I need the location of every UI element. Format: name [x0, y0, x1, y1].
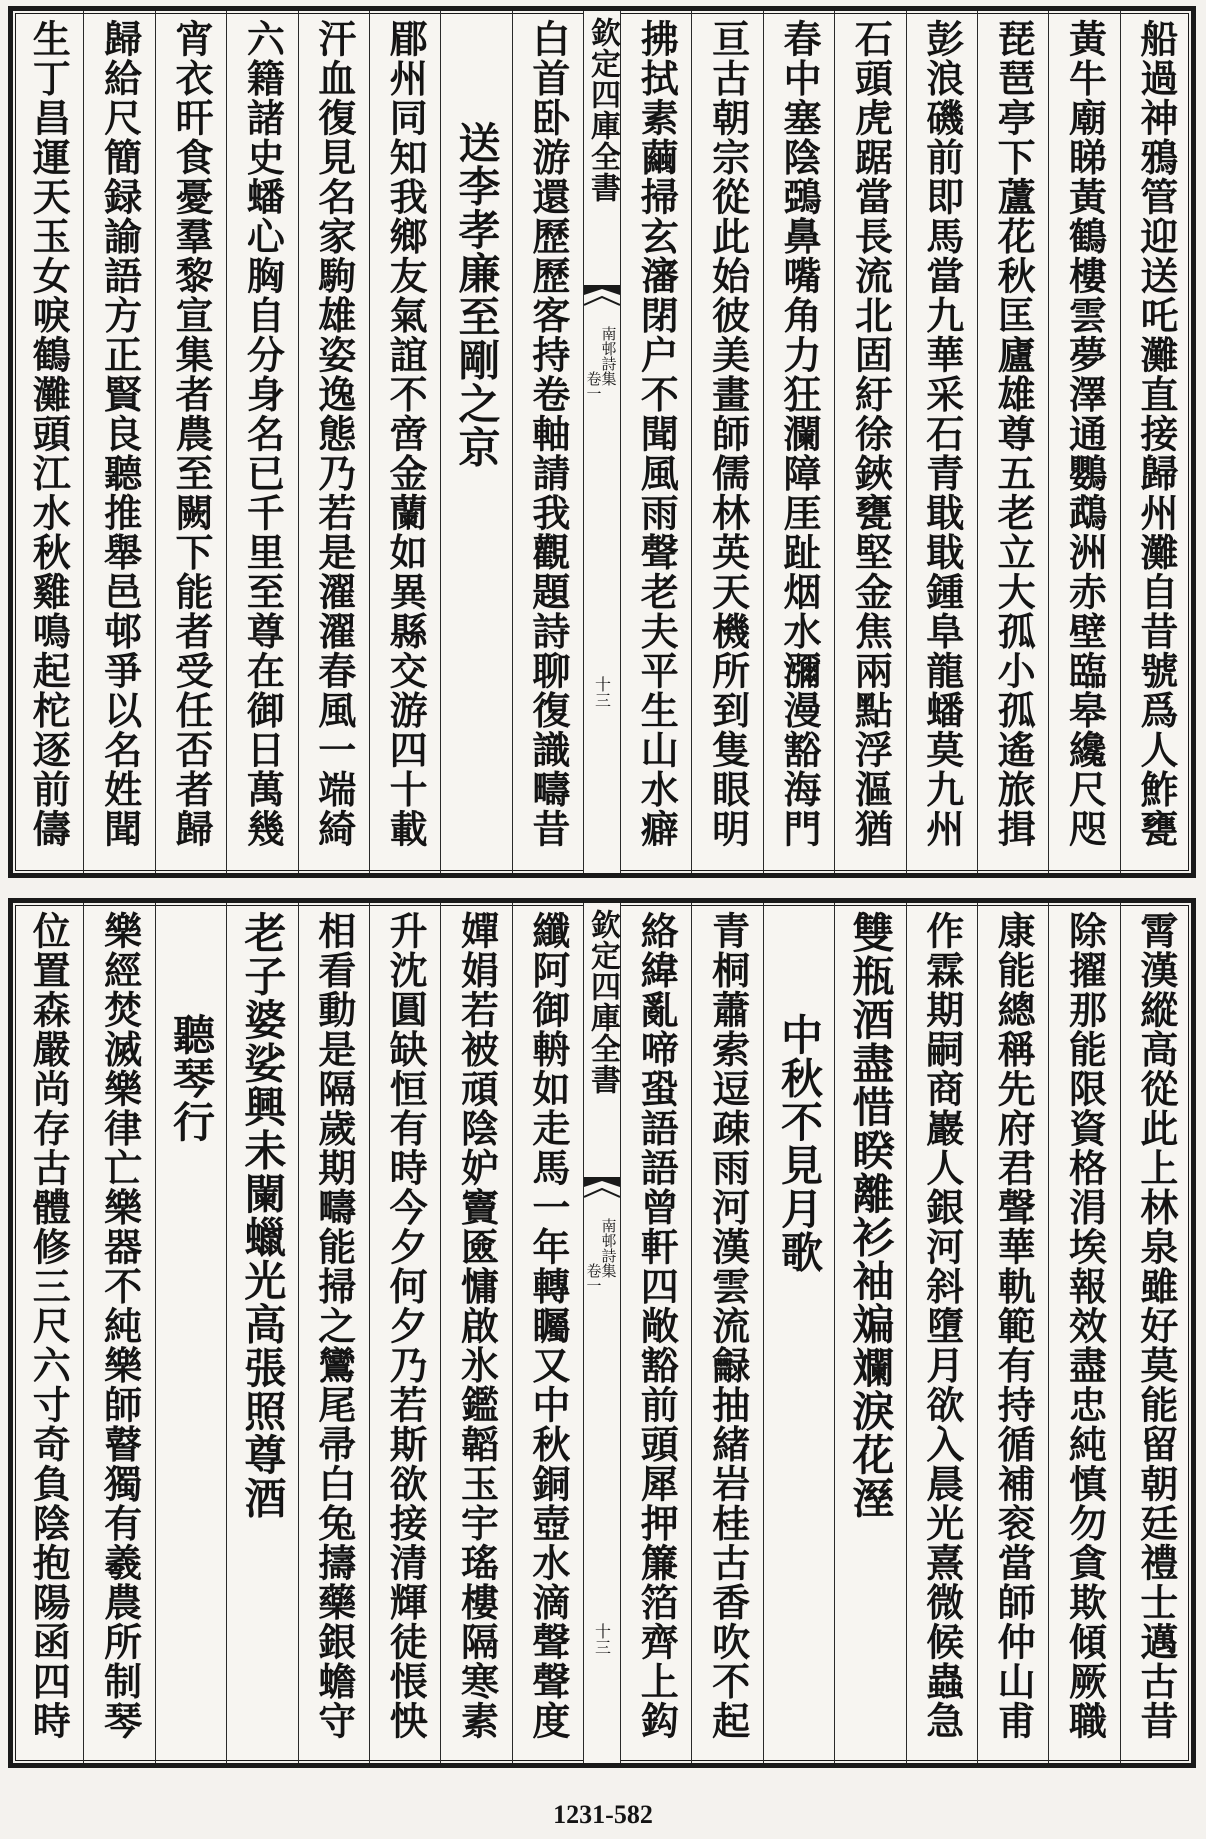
text-column: 郿州同知我鄉友氣誼不啻金蘭如異縣交游四十載 — [383, 19, 429, 849]
bottom-column-13 — [227, 903, 298, 1763]
collection-title: 南邨詩集 — [599, 1218, 618, 1278]
bottom-column-12 — [299, 903, 370, 1763]
bottom-column-5 — [835, 903, 906, 1763]
text-column: 樂經焚滅樂律亡樂器不純樂師瞽獨有羲農所制琴 — [97, 911, 143, 1741]
text-column: 黃牛廟睇黃鶴樓雲夢澤通鸚鵡洲赤壁臨皋纔尺咫 — [1062, 19, 1108, 849]
bottom-column-11 — [370, 903, 441, 1763]
bottom-column-9 — [513, 903, 584, 1763]
bottom-column-1 — [1121, 903, 1191, 1763]
text-column: 作霖期嗣商巖人銀河斜墮月欲入晨光熹微候蟲急 — [919, 911, 965, 1741]
top-column-8 — [621, 11, 692, 873]
text-column: 康能總稱先府君聲華軌範有持循補衮當師仲山甫 — [991, 911, 1037, 1741]
text-column: 船過神鴉管迎送吒灘直接歸州灘自昔號爲人鮓甕 — [1133, 19, 1179, 849]
bottom-column-15 — [84, 903, 155, 1763]
top-column-7 — [692, 11, 763, 873]
book-title: 欽定四庫全書 — [585, 17, 620, 203]
text-column: 白首卧游還歷歷客持卷軸請我觀題詩聊復識疇昔 — [525, 19, 571, 849]
page-number: 十三 — [592, 676, 612, 708]
top-column-12 — [299, 11, 370, 873]
text-column: 歸給尺簡録諭語方正賢良聽推舉邑邨爭以名姓聞 — [97, 19, 143, 849]
text-column: 位置森嚴尚存古體修三尺六寸奇負陰抱陽函四時 — [26, 911, 72, 1741]
volume-label: 卷一 — [584, 1263, 603, 1293]
top-column-10 — [441, 11, 512, 873]
poem-title: 送李孝廉至剛之京 — [452, 121, 502, 469]
text-column: 除擢那能限資格涓埃報效盡忠純慎勿貪欺傾厥職 — [1062, 911, 1108, 1741]
collection-title: 南邨詩集 — [599, 326, 618, 386]
text-column: 石頭虎踞當長流北固紆徐鋏甕堅金焦兩點浮漚猶 — [848, 19, 894, 849]
text-column: 琵琶亭下蘆花秋匡廬雄尊五老立大孤小孤遙旅揖 — [991, 19, 1037, 849]
text-column: 嬋娟若被頑陰妒竇匳慵啟氷鑑韜玉宇瑤樓隔寒素 — [454, 911, 500, 1741]
bottom-column-8 — [621, 903, 692, 1763]
top-column-6 — [764, 11, 835, 873]
text-column: 雙瓶酒盡惜睽離衫袖斒斕淚花溼 — [846, 911, 896, 1520]
text-column: 生丁昌運天玉女唳鶴灘頭江水秋雞鳴起柁逐前儔 — [26, 19, 72, 849]
top-column-5 — [835, 11, 906, 873]
top-column-4 — [907, 11, 978, 873]
bottom-column-2 — [1049, 903, 1120, 1763]
bottom-column-14 — [156, 903, 227, 1763]
text-column: 升沈圓缺恒有時今夕何夕乃若斯欲接清輝徒悵怏 — [383, 911, 429, 1741]
bottom-column-4 — [907, 903, 978, 1763]
catalog-code: 1231-582 — [553, 1800, 653, 1829]
bottom-column-6 — [764, 903, 835, 1763]
text-column: 青桐蕭索逗疎雨河漢雲流龣抽緒岩桂古香吹不起 — [705, 911, 751, 1741]
poem-title: 聽琴行 — [166, 1013, 216, 1144]
text-column: 宵衣旰食憂羣黎宣集者農至闕下能者受任否者歸 — [168, 19, 214, 849]
book-title: 欽定四庫全書 — [585, 909, 620, 1095]
top-column-11 — [370, 11, 441, 873]
top-column-16 — [13, 11, 84, 873]
text-column: 纖阿御輈如走馬一年轉矚又中秋銅壺水滴聲聲度 — [525, 911, 571, 1741]
text-column: 拂拭素繭掃玄瀋閉户不聞風雨聲老夫平生山水癖 — [634, 19, 680, 849]
bottom-page-frame — [8, 898, 1196, 1768]
top-center-margin — [584, 11, 621, 873]
top-column-15 — [84, 11, 155, 873]
top-column-3 — [978, 11, 1049, 873]
text-column: 亘古朝宗從此始彼美畫師儒林英天機所到隻眼明 — [705, 19, 751, 849]
text-column: 彭浪磯前即馬當九華采石青戢戢鍾阜龍蟠莫九州 — [919, 19, 965, 849]
fishtail-ornament-icon — [584, 281, 620, 311]
page-number: 十三 — [592, 1623, 612, 1655]
text-column: 汗血復見名家駒雄姿逸態乃若是濯濯春風一端綺 — [311, 19, 357, 849]
text-column: 霄漢縱高從此上林泉雖好莫能留朝廷禮士邁古昔 — [1133, 911, 1179, 1741]
text-column: 絡緯亂啼蛩語語曾軒四敞豁前頭犀押簾箔齊上鈎 — [634, 911, 680, 1741]
top-column-9 — [513, 11, 584, 873]
volume-label: 卷一 — [584, 371, 603, 401]
poem-title: 中秋不見月歌 — [774, 1013, 824, 1274]
top-column-14 — [156, 11, 227, 873]
text-column: 春中塞陰鵶鼻嘴角力狂瀾障厓趾烟水瀰漫豁海門 — [776, 19, 822, 849]
top-page-frame — [8, 6, 1196, 878]
text-column: 老子婆娑興未闌蠟光高張照尊酒 — [238, 911, 288, 1520]
top-column-13 — [227, 11, 298, 873]
text-column: 相看動是隔歲期疇能掃之鸞尾帚白兔擣藥銀蟾守 — [311, 911, 357, 1741]
fishtail-ornament-icon — [584, 1173, 620, 1203]
bottom-column-10 — [441, 903, 512, 1763]
top-column-2 — [1049, 11, 1120, 873]
bottom-center-margin — [584, 903, 621, 1763]
bottom-column-7 — [692, 903, 763, 1763]
bottom-column-16 — [13, 903, 84, 1763]
text-column: 六籍諸史蟠心胸自分身名已千里至尊在御日萬幾 — [240, 19, 286, 849]
bottom-column-3 — [978, 903, 1049, 1763]
top-column-1 — [1121, 11, 1191, 873]
